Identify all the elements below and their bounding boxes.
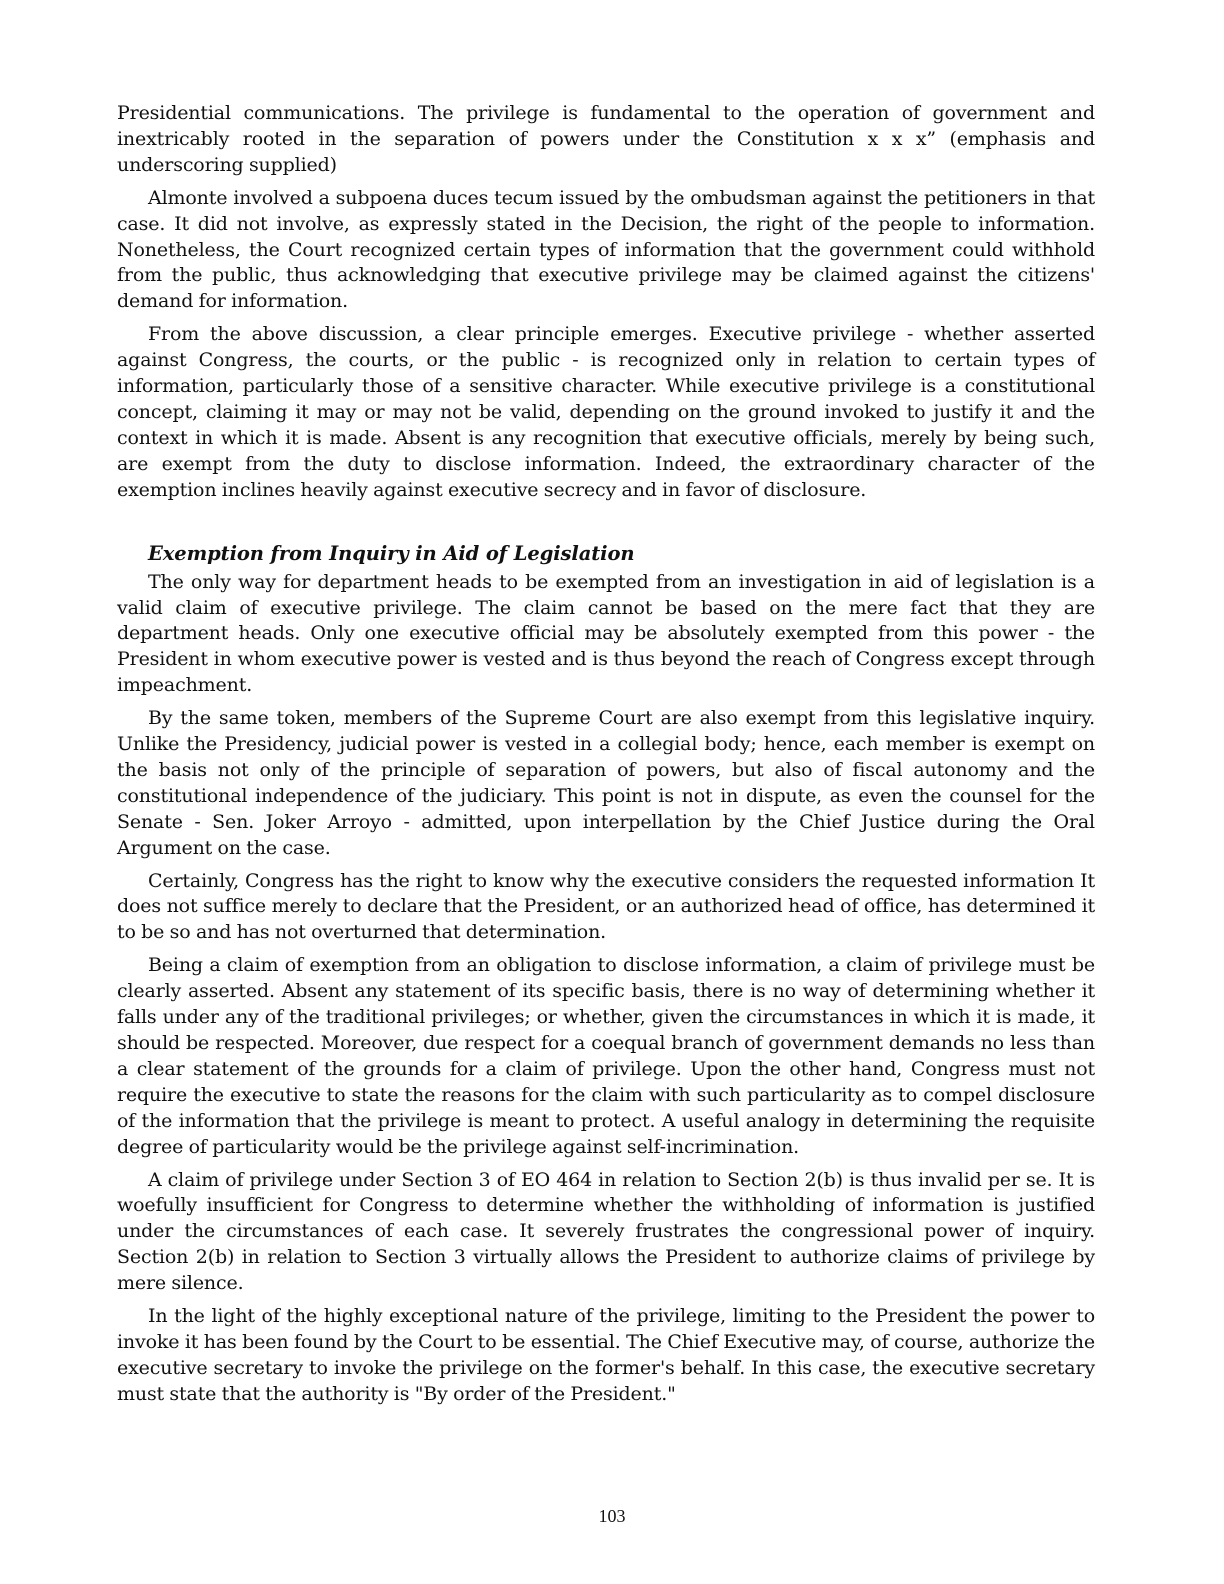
paragraph-department-heads: The only way for department heads to be exempted from an investigation in aid of legislation is a valid claim of executive privilege. The claim cannot be based on the mere fact that they are department heads. Only one executive official may be absolutely exempted from this power - the President in whom executive power is vested and is thus beyond the reach of Congress except through impeachment. [117, 570, 1095, 697]
paragraph-almonte: Almonte involved a subpoena duces tecum issued by the ombudsman against the petitioners in that case. It did not involve, as expressly stated in the Decision, the right of the people to information. Nonetheless, the Court recognized certain types of information that the government could withhold from the public, thus acknowledging that executive privilege may be claimed against the citizens' demand for information. [117, 186, 1095, 313]
paragraph-congress-right: Certainly, Congress has the right to know why the executive considers the requested information It does not suffice merely to declare that the President, or an authorized head of office, has determined it to be so and has not overturned that determination. [117, 869, 1095, 944]
paragraph-section-3: A claim of privilege under Section 3 of EO 464 in relation to Section 2(b) is thus invalid per se. It is woefully insufficient for Congress to determine whether the withholding of information is justified under the circumstances of each case. It severely frustrates the congressional power of inquiry. Section 2(b) in relation to Section 3 virtually allows the President to authorize claims of privilege by mere silence. [117, 1168, 1095, 1295]
page-number: 103 [598, 1506, 626, 1526]
paragraph-exceptional-nature: In the light of the highly exceptional nature of the privilege, limiting to the President the power to invoke it has been found by the Court to be essential. The Chief Executive may, of course, authorize the executive secretary to invoke the privilege on the former's behalf. In this case, the executive secretary must state that the authority is "By order of the President." [117, 1305, 1095, 1405]
section-heading: Exemption from Inquiry in Aid of Legislation [148, 541, 635, 565]
paragraph-claim-exemption: Being a claim of exemption from an obligation to disclose information, a claim of privilege must be clearly asserted. Absent any statement of its specific basis, there is no way of determining whether it falls under any of the traditional privileges; or whether, given the circumstances in which it is made, it should be respected. Moreover, due respect for a coequal branch of government demands no less than a clear statement of the grounds for a claim of privilege. Upon the other hand, Congress must not require the executive to state the reasons for the claim with such particularity as to compel disclosure of the information that the privilege is meant to protect. A useful analogy in determining the requisite degree of particularity would be the privilege against self-incrimination. [117, 954, 1095, 1158]
document-page [117, 101, 1095, 1415]
paragraph-continuation: Presidential communications. The privilege is fundamental to the operation of government and inextricably rooted in the separation of powers under the Constitution x x x” (emphasis and underscoring supplied) [117, 102, 1095, 176]
paragraph-principle: From the above discussion, a clear principle emerges. Executive privilege - whether asserted against Congress, the courts, or the public - is recognized only in relation to certain types of information, particularly those of a sensitive character. While executive privilege is a constitutional concept, claiming it may or may not be valid, depending on the ground invoked to justify it and the context in which it is made. Absent is any recognition that executive officials, merely by being such, are exempt from the duty to disclose information. Indeed, the extraordinary character of the exemption inclines heavily against executive secrecy and in favor of disclosure. [117, 323, 1095, 501]
paragraph-supreme-court: By the same token, members of the Supreme Court are also exempt from this legislative inquiry. Unlike the Presidency, judicial power is vested in a collegial body; hence, each member is exempt on the basis not only of the principle of separation of powers, but also of fiscal autonomy and the constitutional independence of the judiciary. This point is not in dispute, as even the counsel for the Senate - Sen. Joker Arroyo - admitted, upon interpellation by the Chief Justice during the Oral Argument on the case. [117, 707, 1095, 859]
